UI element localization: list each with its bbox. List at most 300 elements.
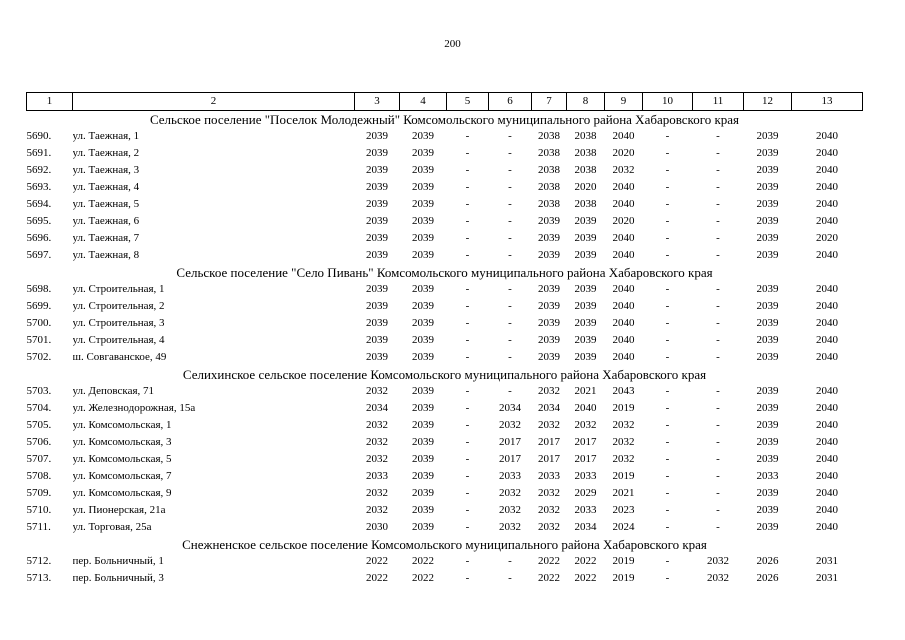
row-number: 5705. <box>26 419 52 431</box>
value-cell: 2032 <box>538 419 560 431</box>
value-cell: 2039 <box>538 232 560 244</box>
table-row <box>27 332 863 349</box>
row-number: 5701. <box>26 334 52 346</box>
value-cell: - <box>665 351 670 363</box>
value-cell: - <box>665 470 670 482</box>
value-cell: 2040 <box>816 385 838 397</box>
value-cell: - <box>465 453 470 465</box>
value-cell: 2033 <box>574 504 597 516</box>
table-row <box>27 213 863 230</box>
value-cell: 2038 <box>574 164 597 176</box>
value-cell: 2032 <box>366 453 388 465</box>
value-cell: 2039 <box>412 232 434 244</box>
table-row <box>27 519 863 536</box>
value-cell: 2039 <box>412 317 434 329</box>
value-cell: 2039 <box>756 402 779 414</box>
address-cell: ул. Комсомольская, 3 <box>72 436 172 448</box>
value-cell: 2040 <box>816 436 838 448</box>
value-cell: - <box>665 385 670 397</box>
value-cell: 2017 <box>538 453 560 465</box>
value-cell: 2039 <box>756 334 779 346</box>
value-cell: 2040 <box>816 351 838 363</box>
value-cell: - <box>665 300 670 312</box>
value-cell: 2039 <box>366 147 388 159</box>
table-row <box>27 247 863 264</box>
address-cell: пер. Больничный, 3 <box>72 572 164 584</box>
value-cell: 2039 <box>366 283 388 295</box>
value-cell: 2039 <box>366 334 388 346</box>
value-cell: 2039 <box>412 283 434 295</box>
value-cell: 2039 <box>756 385 779 397</box>
value-cell: 2032 <box>612 164 635 176</box>
row-number: 5693. <box>26 181 52 193</box>
section-title: Снежненское сельское поселение Комсомольского муниципального района Хабаровского края <box>182 537 707 552</box>
table-header <box>27 93 863 111</box>
column-header-11: 11 <box>693 93 744 111</box>
value-cell: 2032 <box>538 521 560 533</box>
value-cell: 2021 <box>574 385 597 397</box>
row-number: 5710. <box>26 504 52 516</box>
value-cell: - <box>665 283 670 295</box>
value-cell: - <box>665 453 670 465</box>
row-number: 5713. <box>26 572 52 584</box>
value-cell: 2039 <box>366 300 388 312</box>
value-cell: 2040 <box>816 419 838 431</box>
table-row <box>27 434 863 451</box>
row-number: 5696. <box>26 232 52 244</box>
value-cell: 2038 <box>538 164 560 176</box>
value-cell: - <box>665 572 670 584</box>
column-header-12: 12 <box>744 93 792 111</box>
value-cell: 2038 <box>538 198 560 210</box>
value-cell: 2039 <box>538 334 560 346</box>
document-table <box>26 92 863 587</box>
value-cell: 2022 <box>412 572 434 584</box>
value-cell: 2032 <box>612 453 635 465</box>
value-cell: 2039 <box>756 232 779 244</box>
value-cell: - <box>665 555 670 567</box>
value-cell: - <box>465 181 470 193</box>
value-cell: 2039 <box>412 198 434 210</box>
value-cell: 2039 <box>412 402 434 414</box>
address-cell: ул. Деповская, 71 <box>72 385 155 397</box>
table-row <box>27 553 863 570</box>
value-cell: 2020 <box>612 215 635 227</box>
address-cell: ул. Строительная, 4 <box>72 334 165 346</box>
value-cell: - <box>508 351 512 363</box>
value-cell: 2032 <box>574 419 597 431</box>
table-row <box>27 349 863 366</box>
value-cell: 2040 <box>612 249 635 261</box>
value-cell: - <box>508 164 512 176</box>
table-row <box>27 315 863 332</box>
row-number: 5695. <box>26 215 52 227</box>
table-row <box>27 281 863 298</box>
value-cell: - <box>665 419 670 431</box>
value-cell: 2039 <box>412 470 434 482</box>
value-cell: 2032 <box>366 385 388 397</box>
value-cell: 2039 <box>756 215 779 227</box>
address-cell: ул. Таежная, 7 <box>72 232 140 244</box>
value-cell: 2040 <box>574 402 597 414</box>
column-header-6: 6 <box>489 93 532 111</box>
value-cell: 2033 <box>574 470 597 482</box>
value-cell: - <box>465 402 470 414</box>
address-cell: ул. Строительная, 3 <box>72 317 165 329</box>
value-cell: 2040 <box>612 300 635 312</box>
value-cell: 2039 <box>412 249 434 261</box>
section-title: Селихинское сельское поселение Комсомольского муниципального района Хабаровского края <box>182 367 707 382</box>
value-cell: - <box>465 198 470 210</box>
value-cell: 2039 <box>366 164 388 176</box>
value-cell: - <box>465 334 470 346</box>
value-cell: 2043 <box>612 385 635 397</box>
value-cell: 2019 <box>612 470 635 482</box>
value-cell: 2039 <box>756 249 779 261</box>
value-cell: 2033 <box>366 470 388 482</box>
address-cell: ул. Таежная, 3 <box>72 164 140 176</box>
address-cell: ул. Таежная, 4 <box>72 181 140 193</box>
value-cell: 2039 <box>574 317 597 329</box>
value-cell: 2040 <box>816 198 838 210</box>
value-cell: - <box>665 249 670 261</box>
value-cell: - <box>465 215 470 227</box>
value-cell: 2034 <box>366 402 388 414</box>
value-cell: - <box>716 385 720 397</box>
value-cell: 2039 <box>574 215 597 227</box>
value-cell: 2032 <box>366 504 388 516</box>
value-cell: 2040 <box>816 215 838 227</box>
section-row <box>27 366 863 383</box>
value-cell: 2031 <box>816 555 838 567</box>
value-cell: 2020 <box>816 232 838 244</box>
value-cell: - <box>508 300 512 312</box>
value-cell: 2017 <box>499 436 521 448</box>
value-cell: - <box>665 232 670 244</box>
value-cell: - <box>465 249 470 261</box>
value-cell: - <box>465 317 470 329</box>
table-row <box>27 502 863 519</box>
value-cell: 2039 <box>756 283 779 295</box>
value-cell: 2040 <box>816 164 838 176</box>
value-cell: 2032 <box>707 555 729 567</box>
value-cell: - <box>665 147 670 159</box>
value-cell: 2032 <box>366 487 388 499</box>
row-number: 5699. <box>26 300 52 312</box>
value-cell: 2040 <box>816 300 838 312</box>
value-cell: 2019 <box>612 572 635 584</box>
table-row <box>27 162 863 179</box>
value-cell: 2040 <box>612 351 635 363</box>
value-cell: 2039 <box>756 436 779 448</box>
value-cell: 2039 <box>412 147 434 159</box>
value-cell: 2040 <box>816 283 838 295</box>
value-cell: 2039 <box>756 521 779 533</box>
address-cell: ул. Комсомольская, 7 <box>72 470 172 482</box>
value-cell: 2030 <box>366 521 388 533</box>
value-cell: 2039 <box>574 300 597 312</box>
address-cell: ул. Таежная, 5 <box>72 198 140 210</box>
row-number: 5694. <box>26 198 52 210</box>
value-cell: 2039 <box>366 317 388 329</box>
value-cell: - <box>465 504 470 516</box>
value-cell: 2039 <box>538 283 560 295</box>
value-cell: - <box>465 351 470 363</box>
value-cell: 2039 <box>366 198 388 210</box>
value-cell: 2039 <box>756 198 779 210</box>
value-cell: 2040 <box>816 130 838 142</box>
value-cell: 2040 <box>612 181 635 193</box>
value-cell: 2022 <box>574 572 597 584</box>
value-cell: - <box>508 385 512 397</box>
table-body <box>27 111 863 588</box>
value-cell: 2039 <box>412 215 434 227</box>
value-cell: 2026 <box>756 572 779 584</box>
value-cell: 2039 <box>574 249 597 261</box>
value-cell: - <box>508 147 512 159</box>
value-cell: 2039 <box>538 300 560 312</box>
value-cell: - <box>465 283 470 295</box>
value-cell: - <box>716 504 720 516</box>
value-cell: - <box>716 419 720 431</box>
value-cell: 2040 <box>612 334 635 346</box>
value-cell: 2032 <box>366 436 388 448</box>
value-cell: - <box>465 232 470 244</box>
table-row <box>27 383 863 400</box>
value-cell: - <box>716 130 720 142</box>
value-cell: 2020 <box>612 147 635 159</box>
column-header-9: 9 <box>605 93 643 111</box>
address-cell: ул. Торговая, 25а <box>72 521 152 533</box>
address-cell: ул. Строительная, 1 <box>72 283 165 295</box>
value-cell: - <box>465 436 470 448</box>
value-cell: 2040 <box>816 334 838 346</box>
value-cell: - <box>665 198 670 210</box>
value-cell: - <box>508 181 512 193</box>
table-row <box>27 485 863 502</box>
value-cell: - <box>465 147 470 159</box>
value-cell: 2020 <box>574 181 597 193</box>
value-cell: 2040 <box>816 453 838 465</box>
value-cell: 2040 <box>816 181 838 193</box>
value-cell: - <box>465 419 470 431</box>
value-cell: - <box>716 147 720 159</box>
value-cell: - <box>716 470 720 482</box>
row-number: 5708. <box>26 470 52 482</box>
value-cell: - <box>716 232 720 244</box>
value-cell: 2040 <box>612 198 635 210</box>
value-cell: 2019 <box>612 555 635 567</box>
value-cell: - <box>716 300 720 312</box>
value-cell: - <box>465 487 470 499</box>
value-cell: 2040 <box>816 317 838 329</box>
value-cell: 2039 <box>412 419 434 431</box>
value-cell: - <box>508 232 512 244</box>
value-cell: 2039 <box>412 436 434 448</box>
row-number: 5702. <box>26 351 52 363</box>
address-cell: ул. Строительная, 2 <box>72 300 165 312</box>
value-cell: 2033 <box>499 470 521 482</box>
row-number: 5690. <box>26 130 52 142</box>
row-number: 5698. <box>26 283 52 295</box>
value-cell: 2039 <box>366 130 388 142</box>
column-header-10: 10 <box>643 93 693 111</box>
value-cell: 2022 <box>366 572 388 584</box>
table-row <box>27 400 863 417</box>
value-cell: 2039 <box>366 181 388 193</box>
row-number: 5692. <box>26 164 52 176</box>
value-cell: 2033 <box>538 470 560 482</box>
table-row <box>27 451 863 468</box>
value-cell: 2040 <box>816 487 838 499</box>
section-title: Сельское поселение "Поселок Молодежный" Комсомольского муниципального района Хабаровского края <box>149 112 740 127</box>
value-cell: - <box>665 181 670 193</box>
address-cell: ул. Железнодорожная, 15а <box>72 402 196 414</box>
value-cell: - <box>465 470 470 482</box>
value-cell: 2039 <box>756 164 779 176</box>
table-row <box>27 230 863 247</box>
value-cell: 2039 <box>756 419 779 431</box>
row-number: 5691. <box>26 147 52 159</box>
value-cell: 2017 <box>499 453 521 465</box>
value-cell: 2039 <box>412 130 434 142</box>
value-cell: - <box>716 436 720 448</box>
value-cell: - <box>665 130 670 142</box>
value-cell: 2039 <box>756 487 779 499</box>
value-cell: 2017 <box>574 436 597 448</box>
address-cell: ул. Комсомольская, 1 <box>72 419 172 431</box>
value-cell: - <box>716 402 720 414</box>
table-row <box>27 128 863 145</box>
address-cell: ул. Пионерская, 21а <box>72 504 166 516</box>
row-number: 5703. <box>26 385 52 397</box>
value-cell: 2039 <box>574 351 597 363</box>
value-cell: - <box>665 436 670 448</box>
value-cell: 2017 <box>538 436 560 448</box>
address-cell: ул. Комсомольская, 9 <box>72 487 172 499</box>
value-cell: 2039 <box>756 504 779 516</box>
value-cell: 2032 <box>499 419 521 431</box>
value-cell: 2032 <box>612 419 635 431</box>
address-cell: ул. Таежная, 6 <box>72 215 140 227</box>
value-cell: - <box>716 317 720 329</box>
value-cell: 2022 <box>574 555 597 567</box>
value-cell: 2040 <box>816 402 838 414</box>
value-cell: 2022 <box>366 555 388 567</box>
value-cell: - <box>665 215 670 227</box>
value-cell: 2039 <box>538 317 560 329</box>
column-header-3: 3 <box>355 93 400 111</box>
value-cell: 2040 <box>816 470 838 482</box>
value-cell: - <box>716 487 720 499</box>
value-cell: - <box>716 351 720 363</box>
table-row <box>27 196 863 213</box>
value-cell: 2034 <box>499 402 521 414</box>
value-cell: 2039 <box>574 283 597 295</box>
value-cell: 2022 <box>538 572 560 584</box>
value-cell: 2039 <box>538 351 560 363</box>
value-cell: 2039 <box>412 351 434 363</box>
table-row <box>27 570 863 587</box>
value-cell: - <box>716 181 720 193</box>
value-cell: 2040 <box>612 317 635 329</box>
value-cell: 2040 <box>612 232 635 244</box>
value-cell: 2031 <box>816 572 838 584</box>
value-cell: 2039 <box>412 181 434 193</box>
value-cell: - <box>465 164 470 176</box>
value-cell: - <box>716 521 720 533</box>
column-header-2: 2 <box>73 93 355 111</box>
value-cell: 2039 <box>412 504 434 516</box>
table-row <box>27 179 863 196</box>
column-header-7: 7 <box>532 93 567 111</box>
value-cell: - <box>665 334 670 346</box>
page-number: 200 <box>444 38 461 50</box>
value-cell: - <box>508 572 512 584</box>
value-cell: - <box>508 130 512 142</box>
value-cell: 2032 <box>538 504 560 516</box>
value-cell: 2040 <box>816 249 838 261</box>
address-cell: ул. Таежная, 8 <box>72 249 140 261</box>
value-cell: 2033 <box>756 470 779 482</box>
section-row <box>27 111 863 129</box>
value-cell: 2038 <box>574 147 597 159</box>
value-cell: 2032 <box>707 572 729 584</box>
table-row <box>27 417 863 434</box>
value-cell: 2034 <box>538 402 560 414</box>
value-cell: 2038 <box>538 181 560 193</box>
table-row <box>27 298 863 315</box>
value-cell: 2039 <box>756 453 779 465</box>
value-cell: 2026 <box>756 555 779 567</box>
value-cell: - <box>508 317 512 329</box>
row-number: 5704. <box>26 402 52 414</box>
value-cell: 2022 <box>412 555 434 567</box>
value-cell: 2039 <box>366 351 388 363</box>
value-cell: 2032 <box>538 385 560 397</box>
value-cell: - <box>665 521 670 533</box>
value-cell: 2039 <box>412 385 434 397</box>
address-cell: пер. Больничный, 1 <box>72 555 164 567</box>
value-cell: 2032 <box>538 487 560 499</box>
value-cell: 2023 <box>612 504 635 516</box>
value-cell: - <box>665 504 670 516</box>
value-cell: - <box>716 198 720 210</box>
value-cell: 2024 <box>612 521 635 533</box>
value-cell: 2032 <box>499 504 521 516</box>
value-cell: 2021 <box>612 487 635 499</box>
value-cell: - <box>465 555 470 567</box>
row-number: 5707. <box>26 453 52 465</box>
column-header-8: 8 <box>567 93 605 111</box>
value-cell: - <box>465 300 470 312</box>
column-header-13: 13 <box>792 93 863 111</box>
value-cell: 2039 <box>412 487 434 499</box>
section-row <box>27 536 863 553</box>
value-cell: 2040 <box>612 130 635 142</box>
value-cell: - <box>465 385 470 397</box>
value-cell: - <box>465 572 470 584</box>
value-cell: - <box>665 317 670 329</box>
value-cell: 2039 <box>538 249 560 261</box>
value-cell: 2038 <box>574 198 597 210</box>
address-cell: ш. Совгаванское, 49 <box>72 351 167 363</box>
row-number: 5712. <box>26 555 52 567</box>
value-cell: - <box>508 334 512 346</box>
value-cell: 2034 <box>574 521 597 533</box>
value-cell: 2039 <box>366 249 388 261</box>
column-header-1: 1 <box>27 93 73 111</box>
